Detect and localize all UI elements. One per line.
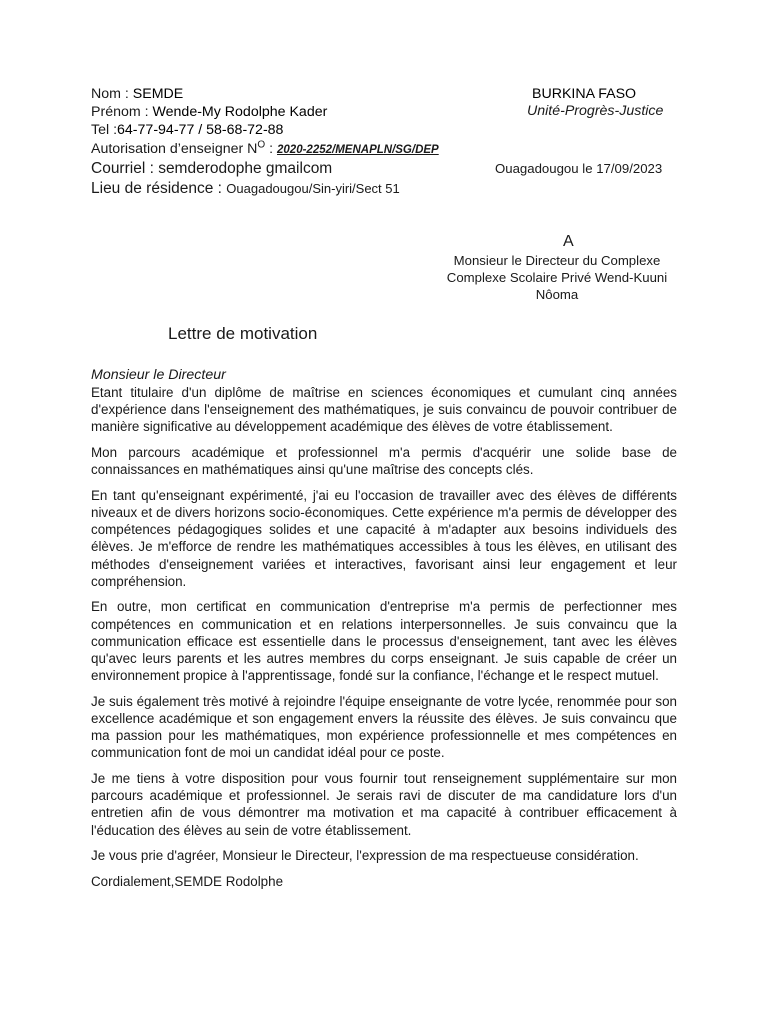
autorisation-number: 2020-2252/MENAPLN/SG/DEP <box>277 144 439 156</box>
salutation: Monsieur le Directeur <box>91 367 226 383</box>
sender-residence <box>91 180 400 198</box>
sender-prenom <box>91 103 327 121</box>
recipient-line-1: Monsieur le Directeur du Complexe <box>453 253 661 268</box>
paragraph: En tant qu'enseignant expérimenté, j'ai eu l'occasion de travailler avec des élèves de différents niveaux et de divers horizons socio-économiques. Cette expérience m'a permis de développer des compétences pédagogiques solides et une capacité à m'adapter aux besoins individuels des élèves. Je m'efforce de rendre les mathématiques accessibles à tous les élèves, en utilisant des méthodes d'enseignement variées et interactives, favorisant ainsi leur engagement et leur compréhension. <box>91 487 677 589</box>
nom-label: Nom : <box>91 86 133 102</box>
paragraph: En outre, mon certificat en communication d'entreprise m'a permis de perfectionner mes compétences en communication et en relations interpersonnelles. Je suis convaincu que la communication efficace est essentielle dans le processus d'enseignement, tant avec les élèves qu'avec leurs parents et les autres membres du corps enseignant. Je suis capable de créer un environnement propice à l'apprentissage, fondé sur la confiance, l'échange et le respect mutuel. <box>91 599 677 684</box>
sender-courriel <box>91 160 332 178</box>
recipient-line-2: Complexe Scolaire Privé Wend-Kuuni <box>446 270 668 285</box>
prenom-label: Prénom : <box>91 104 153 120</box>
autorisation-colon: : <box>265 141 278 157</box>
paragraph: Etant titulaire d'un diplôme de maîtrise en sciences économiques et cumulant cinq années d'expérience dans l'enseignement des mathématiques, je suis convaincu de pouvoir contribuer de manière significative au développement académique des élèves de votre établissement. <box>91 385 677 435</box>
autorisation-label: Autorisation d’enseigner N <box>91 141 258 157</box>
place-date: Ouagadougou le 17/09/2023 <box>495 161 663 176</box>
recipient-block <box>436 252 678 303</box>
country-name: BURKINA FASO <box>532 86 637 102</box>
residence-value: Ouagadougou/Sin-yiri/Sect 51 <box>226 181 400 196</box>
recipient-line-3: Nôoma <box>535 287 579 302</box>
letter-body <box>91 384 677 898</box>
sender-autorisation <box>91 140 439 159</box>
tel-label: Tel : <box>91 122 118 138</box>
courriel-value: semderodophe gmailcom <box>158 160 333 177</box>
sender-nom <box>91 85 183 103</box>
paragraph: Je suis également très motivé à rejoindre l'équipe enseignante de votre lycée, renommée pour son excellence académique et son engagement envers la réussite des élèves. Je suis convaincu que ma passion pour les mathématiques, mon expérience professionnelle et mes compétences en communication font de moi un candidat idéal pour ce poste. <box>91 693 677 761</box>
autorisation-sup: O <box>257 139 266 151</box>
prenom-value: Wende-My Rodolphe Kader <box>152 104 328 120</box>
residence-label: Lieu de résidence : <box>91 180 227 197</box>
letter-title: Lettre de motivation <box>168 324 318 343</box>
paragraph: Mon parcours académique et professionnel m'a permis d'acquérir une solide base de connaissances en mathématiques ainsi qu'une maîtrise des concepts clés. <box>91 445 677 478</box>
nom-value: SEMDE <box>132 86 184 102</box>
paragraph: Je me tiens à votre disposition pour vous fournir tout renseignement supplémentaire sur mon parcours académique et professionnel. Je serais ravi de discuter de ma candidature lors d'un entretien afin de vous démontrer ma motivation et ma capacité à contribuer efficacement à l'éducation des élèves au sein de votre établissement. <box>91 771 677 838</box>
closing-formula: Je vous prie d'agréer, Monsieur le Directeur, l'expression de ma respectueuse considération. <box>91 848 639 864</box>
signature: Cordialement,SEMDE Rodolphe <box>91 873 284 889</box>
courriel-label: Courriel : <box>91 160 159 177</box>
recipient-a: A <box>563 233 574 250</box>
country-motto: Unité-Progrès-Justice <box>527 103 664 119</box>
tel-value: 64-77-94-77 / 58-68-72-88 <box>117 122 284 138</box>
sender-tel <box>91 121 283 139</box>
